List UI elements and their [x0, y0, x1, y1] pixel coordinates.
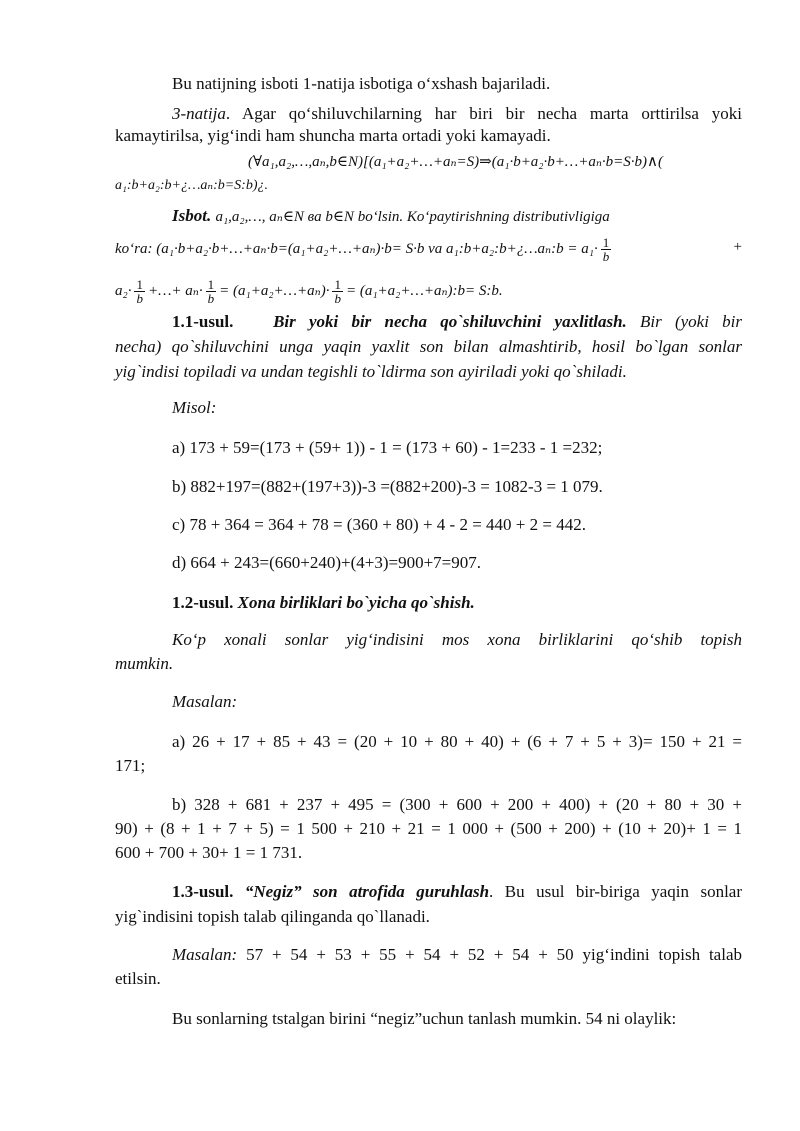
fraction: $\frac{1}{b}$: [334, 277, 341, 306]
usul-1-2-title: Xona birliklari bo`yicha qo`shish.: [237, 593, 475, 612]
formula-line2: a₁:b+a₂:b+¿…aₙ:b=S:b)¿.: [115, 178, 269, 193]
example-b: b) 882+197=(882+(197+3))-3 =(882+200)-3 = 1082-3 = 1 079.: [172, 477, 603, 496]
isbot-text1: a₁,a₂,…, aₙ∈N ва b∈N bo‘lsin. Ko‘paytirishning distributivligiga: [215, 209, 610, 225]
misol-heading: Misol:: [172, 398, 217, 417]
final-paragraph: Bu sonlarning tstalgan birini “negiz”uchun tanlash mumkin. 54 ni olaylik:: [172, 1009, 677, 1028]
example-a: a) 173 + 59=(173 + (59+ 1)) - 1 = (173 + 60) - 1=233 - 1 =232;: [172, 438, 603, 457]
masalan-b-line2: 90) + (8 + 1 + 7 + 5) = 1 500 + 210 + 21 = 1 000 + (500 + 200) + (10 + 20)+ 1 = 1: [115, 819, 742, 838]
isbot-label: Isbot.: [172, 206, 212, 225]
usul-1-1-line1: 1.1-usul. Bir yoki bir necha qo`shiluvchini yaxlitlash. Bir (yoki bir: [172, 312, 742, 331]
usul-1-2-line2: mumkin.: [115, 654, 174, 673]
usul-1-3-line2: yig`indisini topish talab qilinganda qo`llanadi.: [115, 907, 430, 926]
isbot-line3: a₂· $\frac{1}{b}$ +…+ aₙ· $\frac{1}{b}$ = (a₁+a₂+…+aₙ)· $\frac{1}{b}$ = (a₁+a₂+…+aₙ):b= S:b.: [115, 277, 503, 306]
usul-1-1-label: 1.1-usul.: [172, 312, 234, 331]
masalan2-label: Masalan:: [172, 945, 238, 964]
example-d: d) 664 + 243=(660+240)+(4+3)=900+7=907.: [172, 553, 482, 572]
example-c: c) 78 + 364 = 364 + 78 = (360 + 80) + 4 - 2 = 440 + 2 = 442.: [172, 515, 586, 534]
natija-3-text: . Agar qo‘shiluvchilarning har biri bir necha marta orttirilsa yoki: [225, 104, 742, 123]
isbot-plus: +: [733, 239, 742, 255]
usul-1-2-heading: [172, 592, 742, 614]
formula-line1: (∀a₁,a₂,…,aₙ,b∈N)[(a₁+a₂+…+aₙ=S)⇒(a₁·b+a₂·b+…+aₙ·b=S·b)∧(: [248, 154, 664, 170]
masalan-a-line2: 171;: [115, 756, 146, 775]
masalan-heading: Masalan:: [172, 692, 238, 711]
usul-1-2-label: 1.2-usul.: [172, 593, 234, 612]
natija-3-line1: [172, 103, 742, 125]
isbot-text2: ko‘ra: (a₁·b+a₂·b+…+aₙ·b=(a₁+a₂+…+aₙ)·b= S·b va a₁:b+a₂:b+¿…aₙ:b = a₁·: [115, 240, 598, 257]
masalan-a-line1: a) 26 + 17 + 85 + 43 = (20 + 10 + 80 + 40) + (6 + 7 + 5 + 3)= 150 + 21 =: [172, 732, 742, 751]
usul-1-1-line2: necha) qo`shiluvchini unga yaqin yaxlit son bilan almashtirib, hosil bo`lgan sonlar: [115, 337, 742, 356]
paragraph-natija-proof: Bu natijning isboti 1-natija isbotiga o‘xshash bajariladi.: [172, 74, 551, 93]
usul-1-2-line1: Ko‘p xonali sonlar yig‘indisini mos xona birliklarini qo‘shib topish: [172, 630, 742, 649]
usul-1-1-line3: yig`indisi topiladi va undan tegishli to`ldirma son ayiriladi yoki qo`shiladi.: [115, 362, 627, 381]
fraction: $\frac{1}{b}$: [207, 277, 215, 306]
usul-1-3-label: 1.3-usul.: [172, 882, 234, 901]
masalan2-line1: Masalan: 57 + 54 + 53 + 55 + 54 + 52 + 54 + 50 yig‘indini topish talab: [172, 945, 742, 964]
isbot-line1: [172, 205, 742, 228]
masalan2-line2: etilsin.: [115, 969, 161, 988]
usul-1-3-line1: 1.3-usul. “Negiz” son atrofida guruhlash. Bu usul bir-biriga yaqin sonlar: [172, 882, 742, 901]
fraction: $\frac{1}{b}$: [136, 277, 143, 306]
usul-1-3-title: “Negiz” son atrofida guruhlash: [244, 882, 490, 901]
natija-3-line2: kamaytirilsa, yig‘indi ham shuncha marta ortadi yoki kamayadi.: [115, 126, 551, 145]
usul-1-1-title: Bir yoki bir necha qo`shiluvchini yaxlitlash.: [273, 312, 627, 331]
isbot-line2: [115, 236, 742, 263]
fraction: $\frac{1}{b}$: [602, 235, 610, 264]
masalan-b-line1: b) 328 + 681 + 237 + 495 = (300 + 600 + 200 + 400) + (20 + 80 + 30 +: [172, 795, 742, 814]
natija-3-label: 3-natija: [172, 104, 226, 123]
masalan-b-line3: 600 + 700 + 30+ 1 = 1 731.: [115, 843, 303, 862]
